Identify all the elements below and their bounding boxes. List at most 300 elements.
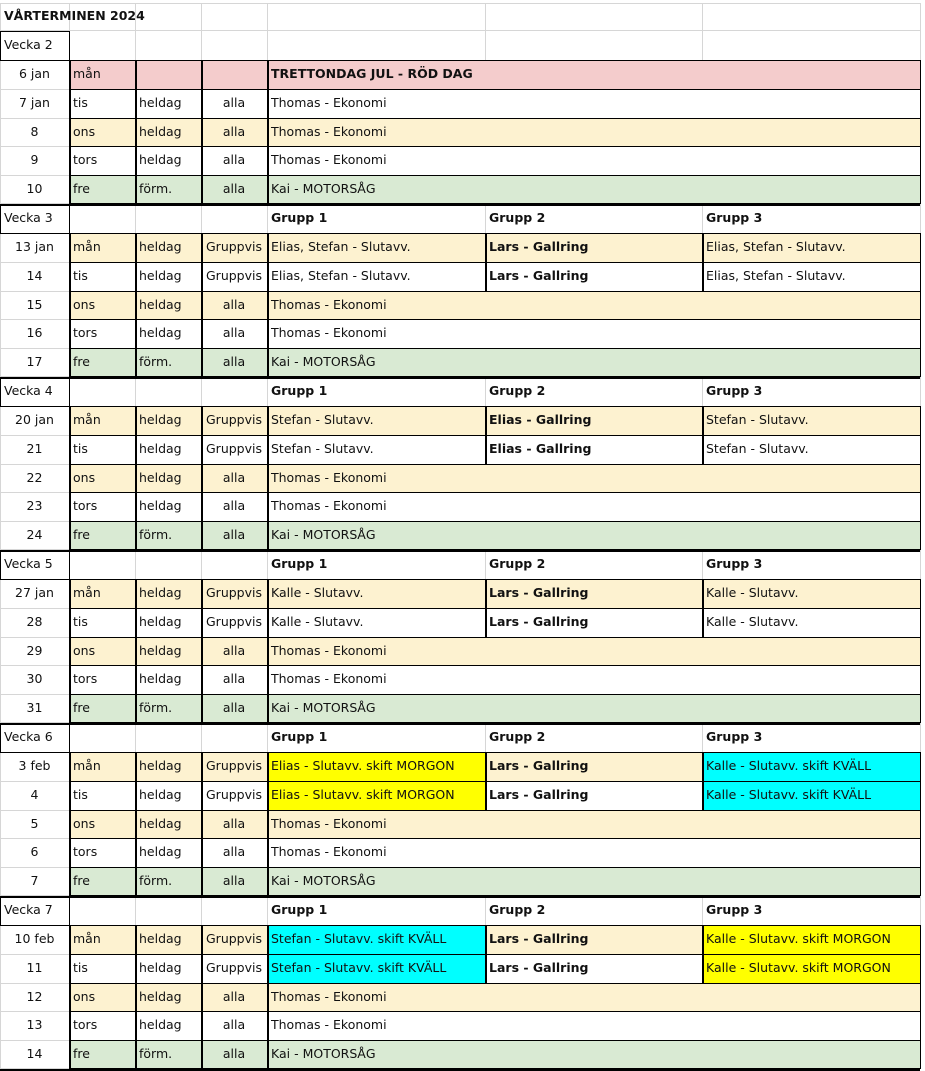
col-divider bbox=[201, 781, 203, 811]
group-activity: Kalle - Slutavv. skift KVÄLL bbox=[702, 781, 920, 810]
group-activity: Kalle - Slutavv. bbox=[702, 608, 920, 637]
day-weekday: tis bbox=[69, 435, 135, 464]
col-divider bbox=[135, 262, 137, 292]
group-divider bbox=[702, 781, 704, 811]
group-divider bbox=[702, 233, 704, 263]
col-divider bbox=[135, 348, 137, 377]
grid-line bbox=[0, 30, 920, 31]
day-time: heldag bbox=[135, 608, 201, 637]
day-participants: Gruppvis bbox=[201, 925, 267, 954]
group-activity: Elias, Stefan - Slutavv. bbox=[702, 233, 920, 262]
group-divider bbox=[485, 954, 487, 984]
col-divider bbox=[201, 435, 203, 465]
group-header: Grupp 2 bbox=[489, 382, 546, 398]
day-weekday: tis bbox=[69, 89, 135, 118]
day-weekday: ons bbox=[69, 464, 135, 492]
group-header: Grupp 3 bbox=[706, 555, 763, 571]
group-activity: Stefan - Slutavv. skift KVÄLL bbox=[267, 925, 485, 954]
day-activity: Thomas - Ekonomi bbox=[267, 291, 920, 319]
col-divider bbox=[267, 406, 269, 436]
day-activity: Thomas - Ekonomi bbox=[267, 146, 920, 175]
day-time: heldag bbox=[135, 233, 201, 262]
day-activity: Thomas - Ekonomi bbox=[267, 319, 920, 348]
day-weekday: mån bbox=[69, 233, 135, 262]
day-weekday: tis bbox=[69, 262, 135, 291]
day-activity: Thomas - Ekonomi bbox=[267, 118, 920, 146]
group-activity: Lars - Gallring bbox=[485, 262, 702, 291]
group-header: Grupp 2 bbox=[489, 728, 546, 744]
group-divider bbox=[702, 262, 704, 292]
col-divider bbox=[201, 521, 203, 550]
day-participants: alla bbox=[201, 89, 267, 118]
day-time: heldag bbox=[135, 954, 201, 983]
col-divider bbox=[135, 492, 137, 522]
col-divider bbox=[201, 954, 203, 984]
group-activity: Kalle - Slutavv. bbox=[267, 579, 485, 608]
col-divider bbox=[201, 665, 203, 695]
day-participants: Gruppvis bbox=[201, 233, 267, 262]
day-participants: alla bbox=[201, 665, 267, 694]
day-date: 28 bbox=[26, 614, 43, 630]
col-divider bbox=[201, 319, 203, 349]
col-divider bbox=[135, 118, 137, 147]
col-divider bbox=[201, 1040, 203, 1069]
page-title: VÅRTERMINEN 2024 bbox=[4, 8, 145, 24]
group-divider bbox=[702, 752, 704, 782]
day-date: 13 bbox=[26, 1017, 43, 1033]
col-divider bbox=[201, 348, 203, 377]
date-divider bbox=[69, 60, 71, 204]
col-divider bbox=[267, 925, 269, 955]
col-divider bbox=[267, 291, 269, 320]
group-activity: Lars - Gallring bbox=[485, 954, 702, 983]
group-header: Grupp 2 bbox=[489, 555, 546, 571]
col-divider bbox=[135, 291, 137, 320]
col-divider bbox=[267, 348, 269, 377]
group-divider bbox=[485, 262, 487, 292]
group-header: Grupp 2 bbox=[489, 209, 546, 225]
col-divider bbox=[201, 838, 203, 868]
group-header: Grupp 1 bbox=[271, 901, 328, 917]
col-divider bbox=[267, 118, 269, 147]
group-header: Grupp 3 bbox=[706, 728, 763, 744]
day-activity: Thomas - Ekonomi bbox=[267, 810, 920, 838]
col-divider bbox=[201, 925, 203, 955]
day-date: 15 bbox=[26, 296, 43, 312]
col-divider bbox=[201, 752, 203, 782]
col-divider bbox=[267, 492, 269, 522]
col-divider bbox=[135, 637, 137, 666]
day-activity: Kai - MOTORSÅG bbox=[267, 694, 920, 722]
day-weekday: fre bbox=[69, 867, 135, 895]
col-divider bbox=[135, 319, 137, 349]
day-activity: Thomas - Ekonomi bbox=[267, 637, 920, 665]
day-participants: alla bbox=[201, 464, 267, 492]
day-weekday: ons bbox=[69, 810, 135, 838]
day-time: heldag bbox=[135, 435, 201, 464]
col-divider bbox=[267, 579, 269, 609]
col-divider bbox=[201, 492, 203, 522]
col-divider bbox=[135, 146, 137, 176]
group-activity: Stefan - Slutavv. bbox=[267, 435, 485, 464]
day-weekday: tors bbox=[69, 665, 135, 694]
day-activity: Thomas - Ekonomi bbox=[267, 983, 920, 1011]
day-time: förm. bbox=[135, 348, 201, 376]
col-divider bbox=[201, 60, 203, 90]
day-participants: alla bbox=[201, 175, 267, 203]
day-weekday: mån bbox=[69, 579, 135, 608]
week-label: Vecka 5 bbox=[4, 555, 53, 571]
day-weekday: fre bbox=[69, 694, 135, 722]
col-divider bbox=[135, 665, 137, 695]
day-weekday: fre bbox=[69, 175, 135, 203]
day-date: 6 jan bbox=[19, 66, 50, 82]
day-date: 23 bbox=[26, 498, 43, 514]
day-date: 29 bbox=[26, 642, 43, 658]
group-divider bbox=[702, 925, 704, 955]
col-divider bbox=[135, 175, 137, 204]
day-participants: Gruppvis bbox=[201, 954, 267, 983]
day-activity: Thomas - Ekonomi bbox=[267, 464, 920, 492]
day-time: förm. bbox=[135, 867, 201, 895]
day-date: 10 feb bbox=[14, 931, 55, 947]
group-divider bbox=[485, 608, 487, 638]
group-divider bbox=[485, 406, 487, 436]
group-divider bbox=[485, 579, 487, 609]
group-activity: Kalle - Slutavv. bbox=[702, 579, 920, 608]
group-header: Grupp 3 bbox=[706, 382, 763, 398]
day-activity: Kai - MOTORSÅG bbox=[267, 521, 920, 549]
day-participants: alla bbox=[201, 146, 267, 175]
day-date: 31 bbox=[26, 699, 43, 715]
col-divider bbox=[135, 810, 137, 839]
col-divider bbox=[267, 637, 269, 666]
group-header: Grupp 1 bbox=[271, 209, 328, 225]
col-divider bbox=[135, 233, 137, 263]
col-divider bbox=[267, 60, 269, 90]
group-divider bbox=[485, 781, 487, 811]
day-time: heldag bbox=[135, 1011, 201, 1040]
day-participants: Gruppvis bbox=[201, 406, 267, 435]
week-label: Vecka 6 bbox=[4, 728, 53, 744]
date-divider bbox=[69, 406, 71, 550]
day-participants: alla bbox=[201, 291, 267, 319]
day-date: 16 bbox=[26, 325, 43, 341]
col-divider bbox=[267, 752, 269, 782]
day-weekday: tors bbox=[69, 838, 135, 867]
col-divider bbox=[201, 262, 203, 292]
group-header: Grupp 1 bbox=[271, 555, 328, 571]
group-activity: Stefan - Slutavv. bbox=[702, 406, 920, 435]
col-divider bbox=[267, 146, 269, 176]
col-divider bbox=[267, 838, 269, 868]
col-divider bbox=[267, 694, 269, 723]
day-activity: TRETTONDAG JUL - RÖD DAG bbox=[267, 60, 920, 89]
col-divider bbox=[201, 118, 203, 147]
day-date: 14 bbox=[26, 1045, 43, 1061]
date-divider bbox=[69, 579, 71, 723]
day-date: 7 bbox=[30, 872, 39, 888]
day-weekday: tors bbox=[69, 146, 135, 175]
day-time: förm. bbox=[135, 1040, 201, 1068]
group-activity: Lars - Gallring bbox=[485, 579, 702, 608]
day-weekday: mån bbox=[69, 406, 135, 435]
col-divider bbox=[135, 406, 137, 436]
day-date: 24 bbox=[26, 526, 43, 542]
day-participants: alla bbox=[201, 319, 267, 348]
group-header: Grupp 3 bbox=[706, 901, 763, 917]
col-divider bbox=[267, 319, 269, 349]
col-divider bbox=[135, 464, 137, 493]
col-divider bbox=[267, 608, 269, 638]
col-divider bbox=[201, 406, 203, 436]
day-date: 6 bbox=[30, 844, 39, 860]
week-label: Vecka 4 bbox=[4, 382, 53, 398]
day-weekday: mån bbox=[69, 752, 135, 781]
day-activity: Thomas - Ekonomi bbox=[267, 89, 920, 118]
day-date: 12 bbox=[26, 988, 43, 1004]
day-date: 3 feb bbox=[18, 758, 51, 774]
group-activity: Stefan - Slutavv. bbox=[267, 406, 485, 435]
col-divider bbox=[267, 954, 269, 984]
day-participants bbox=[201, 60, 267, 89]
day-participants: Gruppvis bbox=[201, 781, 267, 810]
day-participants: alla bbox=[201, 694, 267, 722]
col-divider bbox=[267, 665, 269, 695]
day-participants: Gruppvis bbox=[201, 579, 267, 608]
week-label: Vecka 2 bbox=[4, 36, 53, 52]
group-divider bbox=[702, 406, 704, 436]
group-activity: Lars - Gallring bbox=[485, 752, 702, 781]
group-divider bbox=[485, 435, 487, 465]
week-label: Vecka 7 bbox=[4, 901, 53, 917]
day-time: heldag bbox=[135, 983, 201, 1011]
day-activity: Thomas - Ekonomi bbox=[267, 492, 920, 521]
day-participants: Gruppvis bbox=[201, 752, 267, 781]
group-activity: Kalle - Slutavv. skift KVÄLL bbox=[702, 752, 920, 781]
day-weekday: ons bbox=[69, 291, 135, 319]
day-weekday: tis bbox=[69, 781, 135, 810]
col-divider bbox=[201, 464, 203, 493]
col-divider bbox=[201, 1011, 203, 1041]
day-time: heldag bbox=[135, 752, 201, 781]
group-activity: Kalle - Slutavv. skift MORGON bbox=[702, 954, 920, 983]
week-bottom-rule bbox=[0, 1069, 920, 1071]
col-divider bbox=[201, 637, 203, 666]
group-activity: Stefan - Slutavv. skift KVÄLL bbox=[267, 954, 485, 983]
group-activity: Lars - Gallring bbox=[485, 233, 702, 262]
day-time: heldag bbox=[135, 665, 201, 694]
col-divider bbox=[201, 810, 203, 839]
day-weekday: fre bbox=[69, 521, 135, 549]
col-divider bbox=[267, 435, 269, 465]
day-weekday: fre bbox=[69, 348, 135, 376]
day-time: heldag bbox=[135, 464, 201, 492]
group-activity: Lars - Gallring bbox=[485, 781, 702, 810]
day-activity: Thomas - Ekonomi bbox=[267, 1011, 920, 1040]
day-participants: alla bbox=[201, 492, 267, 521]
col-divider bbox=[267, 233, 269, 263]
day-date: 27 jan bbox=[15, 585, 54, 601]
day-weekday: ons bbox=[69, 637, 135, 665]
col-divider bbox=[267, 781, 269, 811]
group-activity: Lars - Gallring bbox=[485, 925, 702, 954]
day-time: heldag bbox=[135, 781, 201, 810]
col-divider bbox=[267, 89, 269, 119]
group-activity: Lars - Gallring bbox=[485, 608, 702, 637]
day-date: 21 bbox=[26, 441, 43, 457]
day-activity: Kai - MOTORSÅG bbox=[267, 867, 920, 895]
day-time: heldag bbox=[135, 262, 201, 291]
col-divider bbox=[135, 752, 137, 782]
col-divider bbox=[135, 60, 137, 90]
col-divider bbox=[201, 867, 203, 896]
col-divider bbox=[135, 867, 137, 896]
col-divider bbox=[201, 175, 203, 204]
group-header: Grupp 1 bbox=[271, 382, 328, 398]
group-activity: Elias - Gallring bbox=[485, 435, 702, 464]
col-divider bbox=[267, 983, 269, 1012]
group-divider bbox=[702, 608, 704, 638]
col-divider bbox=[267, 175, 269, 204]
day-participants: alla bbox=[201, 838, 267, 867]
day-activity: Thomas - Ekonomi bbox=[267, 838, 920, 867]
col-divider bbox=[135, 579, 137, 609]
group-activity: Kalle - Slutavv. bbox=[267, 608, 485, 637]
day-activity: Thomas - Ekonomi bbox=[267, 665, 920, 694]
col-divider bbox=[135, 954, 137, 984]
group-header: Grupp 1 bbox=[271, 728, 328, 744]
day-time: heldag bbox=[135, 637, 201, 665]
group-activity: Elias - Slutavv. skift MORGON bbox=[267, 781, 485, 810]
day-time: förm. bbox=[135, 175, 201, 203]
col-divider bbox=[201, 983, 203, 1012]
col-divider bbox=[135, 983, 137, 1012]
day-time: heldag bbox=[135, 810, 201, 838]
col-divider bbox=[201, 233, 203, 263]
day-weekday: ons bbox=[69, 983, 135, 1011]
day-date: 8 bbox=[30, 123, 39, 139]
day-time: heldag bbox=[135, 118, 201, 146]
col-divider bbox=[135, 1040, 137, 1069]
day-time: heldag bbox=[135, 925, 201, 954]
date-divider bbox=[69, 233, 71, 377]
day-participants: alla bbox=[201, 521, 267, 549]
day-weekday: ons bbox=[69, 118, 135, 146]
col-divider bbox=[267, 810, 269, 839]
col-divider bbox=[135, 608, 137, 638]
day-participants: alla bbox=[201, 1011, 267, 1040]
day-weekday: mån bbox=[69, 60, 135, 89]
day-date: 13 jan bbox=[15, 239, 54, 255]
col-divider bbox=[135, 521, 137, 550]
group-activity: Elias, Stefan - Slutavv. bbox=[267, 233, 485, 262]
col-divider bbox=[135, 435, 137, 465]
day-weekday: mån bbox=[69, 925, 135, 954]
day-activity: Kai - MOTORSÅG bbox=[267, 1040, 920, 1068]
day-date: 7 jan bbox=[19, 95, 50, 111]
day-participants: alla bbox=[201, 348, 267, 376]
day-date: 9 bbox=[30, 152, 39, 168]
col-divider bbox=[135, 694, 137, 723]
week-label: Vecka 3 bbox=[4, 209, 53, 225]
col-divider bbox=[267, 1040, 269, 1069]
col-divider bbox=[267, 464, 269, 493]
col-divider bbox=[267, 1011, 269, 1041]
day-weekday: tors bbox=[69, 1011, 135, 1040]
day-time: heldag bbox=[135, 579, 201, 608]
group-header: Grupp 2 bbox=[489, 901, 546, 917]
group-activity: Elias, Stefan - Slutavv. bbox=[702, 262, 920, 291]
grid-line bbox=[920, 3, 921, 1068]
day-time: förm. bbox=[135, 694, 201, 722]
day-weekday: tis bbox=[69, 954, 135, 983]
col-divider bbox=[267, 262, 269, 292]
day-time: heldag bbox=[135, 146, 201, 175]
day-weekday: tors bbox=[69, 319, 135, 348]
group-divider bbox=[702, 954, 704, 984]
col-divider bbox=[135, 781, 137, 811]
group-divider bbox=[702, 579, 704, 609]
day-participants: Gruppvis bbox=[201, 262, 267, 291]
day-date: 30 bbox=[26, 671, 43, 687]
day-date: 4 bbox=[30, 787, 39, 803]
col-divider bbox=[201, 608, 203, 638]
group-divider bbox=[485, 925, 487, 955]
day-time: heldag bbox=[135, 319, 201, 348]
group-activity: Elias, Stefan - Slutavv. bbox=[267, 262, 485, 291]
group-activity: Elias - Slutavv. skift MORGON bbox=[267, 752, 485, 781]
day-participants: alla bbox=[201, 810, 267, 838]
day-participants: alla bbox=[201, 867, 267, 895]
day-time: förm. bbox=[135, 521, 201, 549]
day-participants: Gruppvis bbox=[201, 608, 267, 637]
day-participants: alla bbox=[201, 637, 267, 665]
col-divider bbox=[135, 925, 137, 955]
group-divider bbox=[485, 233, 487, 263]
day-weekday: fre bbox=[69, 1040, 135, 1068]
group-divider bbox=[702, 435, 704, 465]
day-date: 5 bbox=[30, 815, 39, 831]
day-time bbox=[135, 60, 201, 89]
day-weekday: tis bbox=[69, 608, 135, 637]
day-time: heldag bbox=[135, 838, 201, 867]
day-time: heldag bbox=[135, 89, 201, 118]
col-divider bbox=[201, 146, 203, 176]
day-participants: alla bbox=[201, 983, 267, 1011]
col-divider bbox=[135, 89, 137, 119]
col-divider bbox=[135, 838, 137, 868]
group-header: Grupp 3 bbox=[706, 209, 763, 225]
day-weekday: tors bbox=[69, 492, 135, 521]
col-divider bbox=[201, 89, 203, 119]
group-divider bbox=[485, 752, 487, 782]
date-divider bbox=[69, 925, 71, 1069]
group-activity: Elias - Gallring bbox=[485, 406, 702, 435]
col-divider bbox=[201, 694, 203, 723]
day-date: 17 bbox=[26, 353, 43, 369]
day-participants: alla bbox=[201, 1040, 267, 1068]
day-participants: alla bbox=[201, 118, 267, 146]
day-date: 14 bbox=[26, 268, 43, 284]
day-date: 20 jan bbox=[15, 412, 54, 428]
day-activity: Kai - MOTORSÅG bbox=[267, 175, 920, 203]
group-activity: Stefan - Slutavv. bbox=[702, 435, 920, 464]
day-date: 22 bbox=[26, 469, 43, 485]
day-time: heldag bbox=[135, 291, 201, 319]
day-time: heldag bbox=[135, 406, 201, 435]
col-divider bbox=[201, 291, 203, 320]
